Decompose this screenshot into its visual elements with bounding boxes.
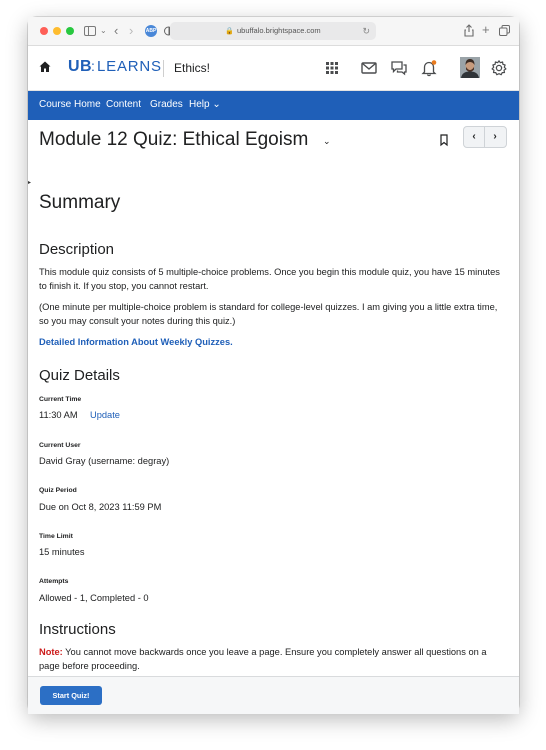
time-limit-value: 15 minutes xyxy=(39,547,85,557)
lms-header xyxy=(28,46,519,91)
next-chevron-icon[interactable]: › xyxy=(493,131,497,142)
description-heading: Description xyxy=(39,241,115,258)
side-panel-toggle-icon[interactable]: ▸ xyxy=(28,180,32,186)
share-icon[interactable] xyxy=(464,24,474,37)
reload-icon[interactable]: ↻ xyxy=(362,26,370,36)
course-navbar xyxy=(28,91,519,120)
forward-icon[interactable]: › xyxy=(129,23,134,38)
current-time-label: Current Time xyxy=(39,396,82,403)
minimize-window-button[interactable] xyxy=(53,27,61,35)
browser-toolbar xyxy=(28,17,519,46)
address-bar[interactable] xyxy=(170,22,376,40)
mail-icon[interactable] xyxy=(360,59,378,77)
current-user-label: Current User xyxy=(39,442,81,449)
update-time-link[interactable]: Update xyxy=(90,410,120,420)
waffle-grid-icon[interactable] xyxy=(323,59,341,77)
back-icon[interactable]: ‹ xyxy=(114,23,119,38)
current-time-value: 11:30 AM xyxy=(39,410,78,420)
current-user-value: David Gray (username: degray) xyxy=(39,456,170,466)
title-chevron-down-icon[interactable]: ⌄ xyxy=(323,136,331,146)
logo-separator: : xyxy=(91,58,95,74)
zoom-window-button[interactable] xyxy=(66,27,74,35)
attempts-label: Attempts xyxy=(39,578,69,585)
header-divider xyxy=(163,60,164,77)
course-name[interactable]: Ethics! xyxy=(174,61,211,75)
instructions-heading: Instructions xyxy=(39,621,116,638)
user-avatar[interactable] xyxy=(460,57,480,78)
notification-bell-icon[interactable] xyxy=(420,59,438,77)
chat-icon[interactable] xyxy=(390,59,408,77)
quiz-details-heading: Quiz Details xyxy=(39,367,120,384)
sidebar-toggle-icon[interactable] xyxy=(84,26,96,36)
summary-heading: Summary xyxy=(39,192,121,213)
quiz-footer xyxy=(28,676,519,714)
description-paragraph-2: (One minute per multiple-choice problem is standard for college-level quizzes. I am giving you a little extra time, so you may consult your notes during this quiz.) xyxy=(39,302,498,326)
nav-course-home[interactable]: Course Home xyxy=(39,99,101,110)
attempts-value: Allowed - 1, Completed - 0 xyxy=(39,593,149,603)
instructions-note xyxy=(39,645,509,673)
logo-learns[interactable]: LEARNS xyxy=(97,58,162,75)
browser-window xyxy=(28,17,519,713)
lock-icon: 🔒 xyxy=(225,28,235,35)
description-paragraph-1: This module quiz consists of 5 multiple-choice problems. Once you begin this module quiz, you have 15 minutes to finish it. If you stop, you cannot restart. xyxy=(39,267,500,291)
home-icon[interactable] xyxy=(38,60,52,74)
nav-help[interactable]: Help ⌄ xyxy=(189,99,221,110)
new-tab-icon[interactable]: + xyxy=(482,22,490,37)
start-quiz-button[interactable]: Start Quiz! xyxy=(40,686,102,705)
note-text: You cannot move backwards once you leave a page. Ensure you completely answer all questions on a page before proceeding. xyxy=(39,647,487,671)
logo-ub[interactable]: UB xyxy=(68,58,93,75)
main-content xyxy=(28,120,519,676)
settings-gear-icon[interactable] xyxy=(490,59,508,77)
quiz-period-value: Due on Oct 8, 2023 11:59 PM xyxy=(39,502,162,512)
note-label: Note: xyxy=(39,647,63,657)
nav-grades[interactable]: Grades xyxy=(150,99,183,110)
nav-content[interactable]: Content xyxy=(106,99,142,110)
close-window-button[interactable] xyxy=(40,27,48,35)
weekly-quiz-info-link[interactable]: Detailed Information About Weekly Quizzes. xyxy=(39,337,233,347)
page-title: Module 12 Quiz: Ethical Egoism xyxy=(39,129,309,150)
tab-overview-icon[interactable] xyxy=(499,25,510,36)
previous-chevron-icon[interactable]: ‹ xyxy=(472,131,476,142)
quiz-period-label: Quiz Period xyxy=(39,487,77,494)
quiz-pager xyxy=(463,126,507,148)
adblock-icon[interactable]: ABP xyxy=(145,25,157,37)
chevron-down-icon[interactable]: ⌄ xyxy=(100,26,107,35)
bookmark-icon[interactable] xyxy=(439,134,449,146)
time-limit-label: Time Limit xyxy=(39,533,73,540)
url-text: ubuffalo.brightspace.com xyxy=(237,26,321,35)
